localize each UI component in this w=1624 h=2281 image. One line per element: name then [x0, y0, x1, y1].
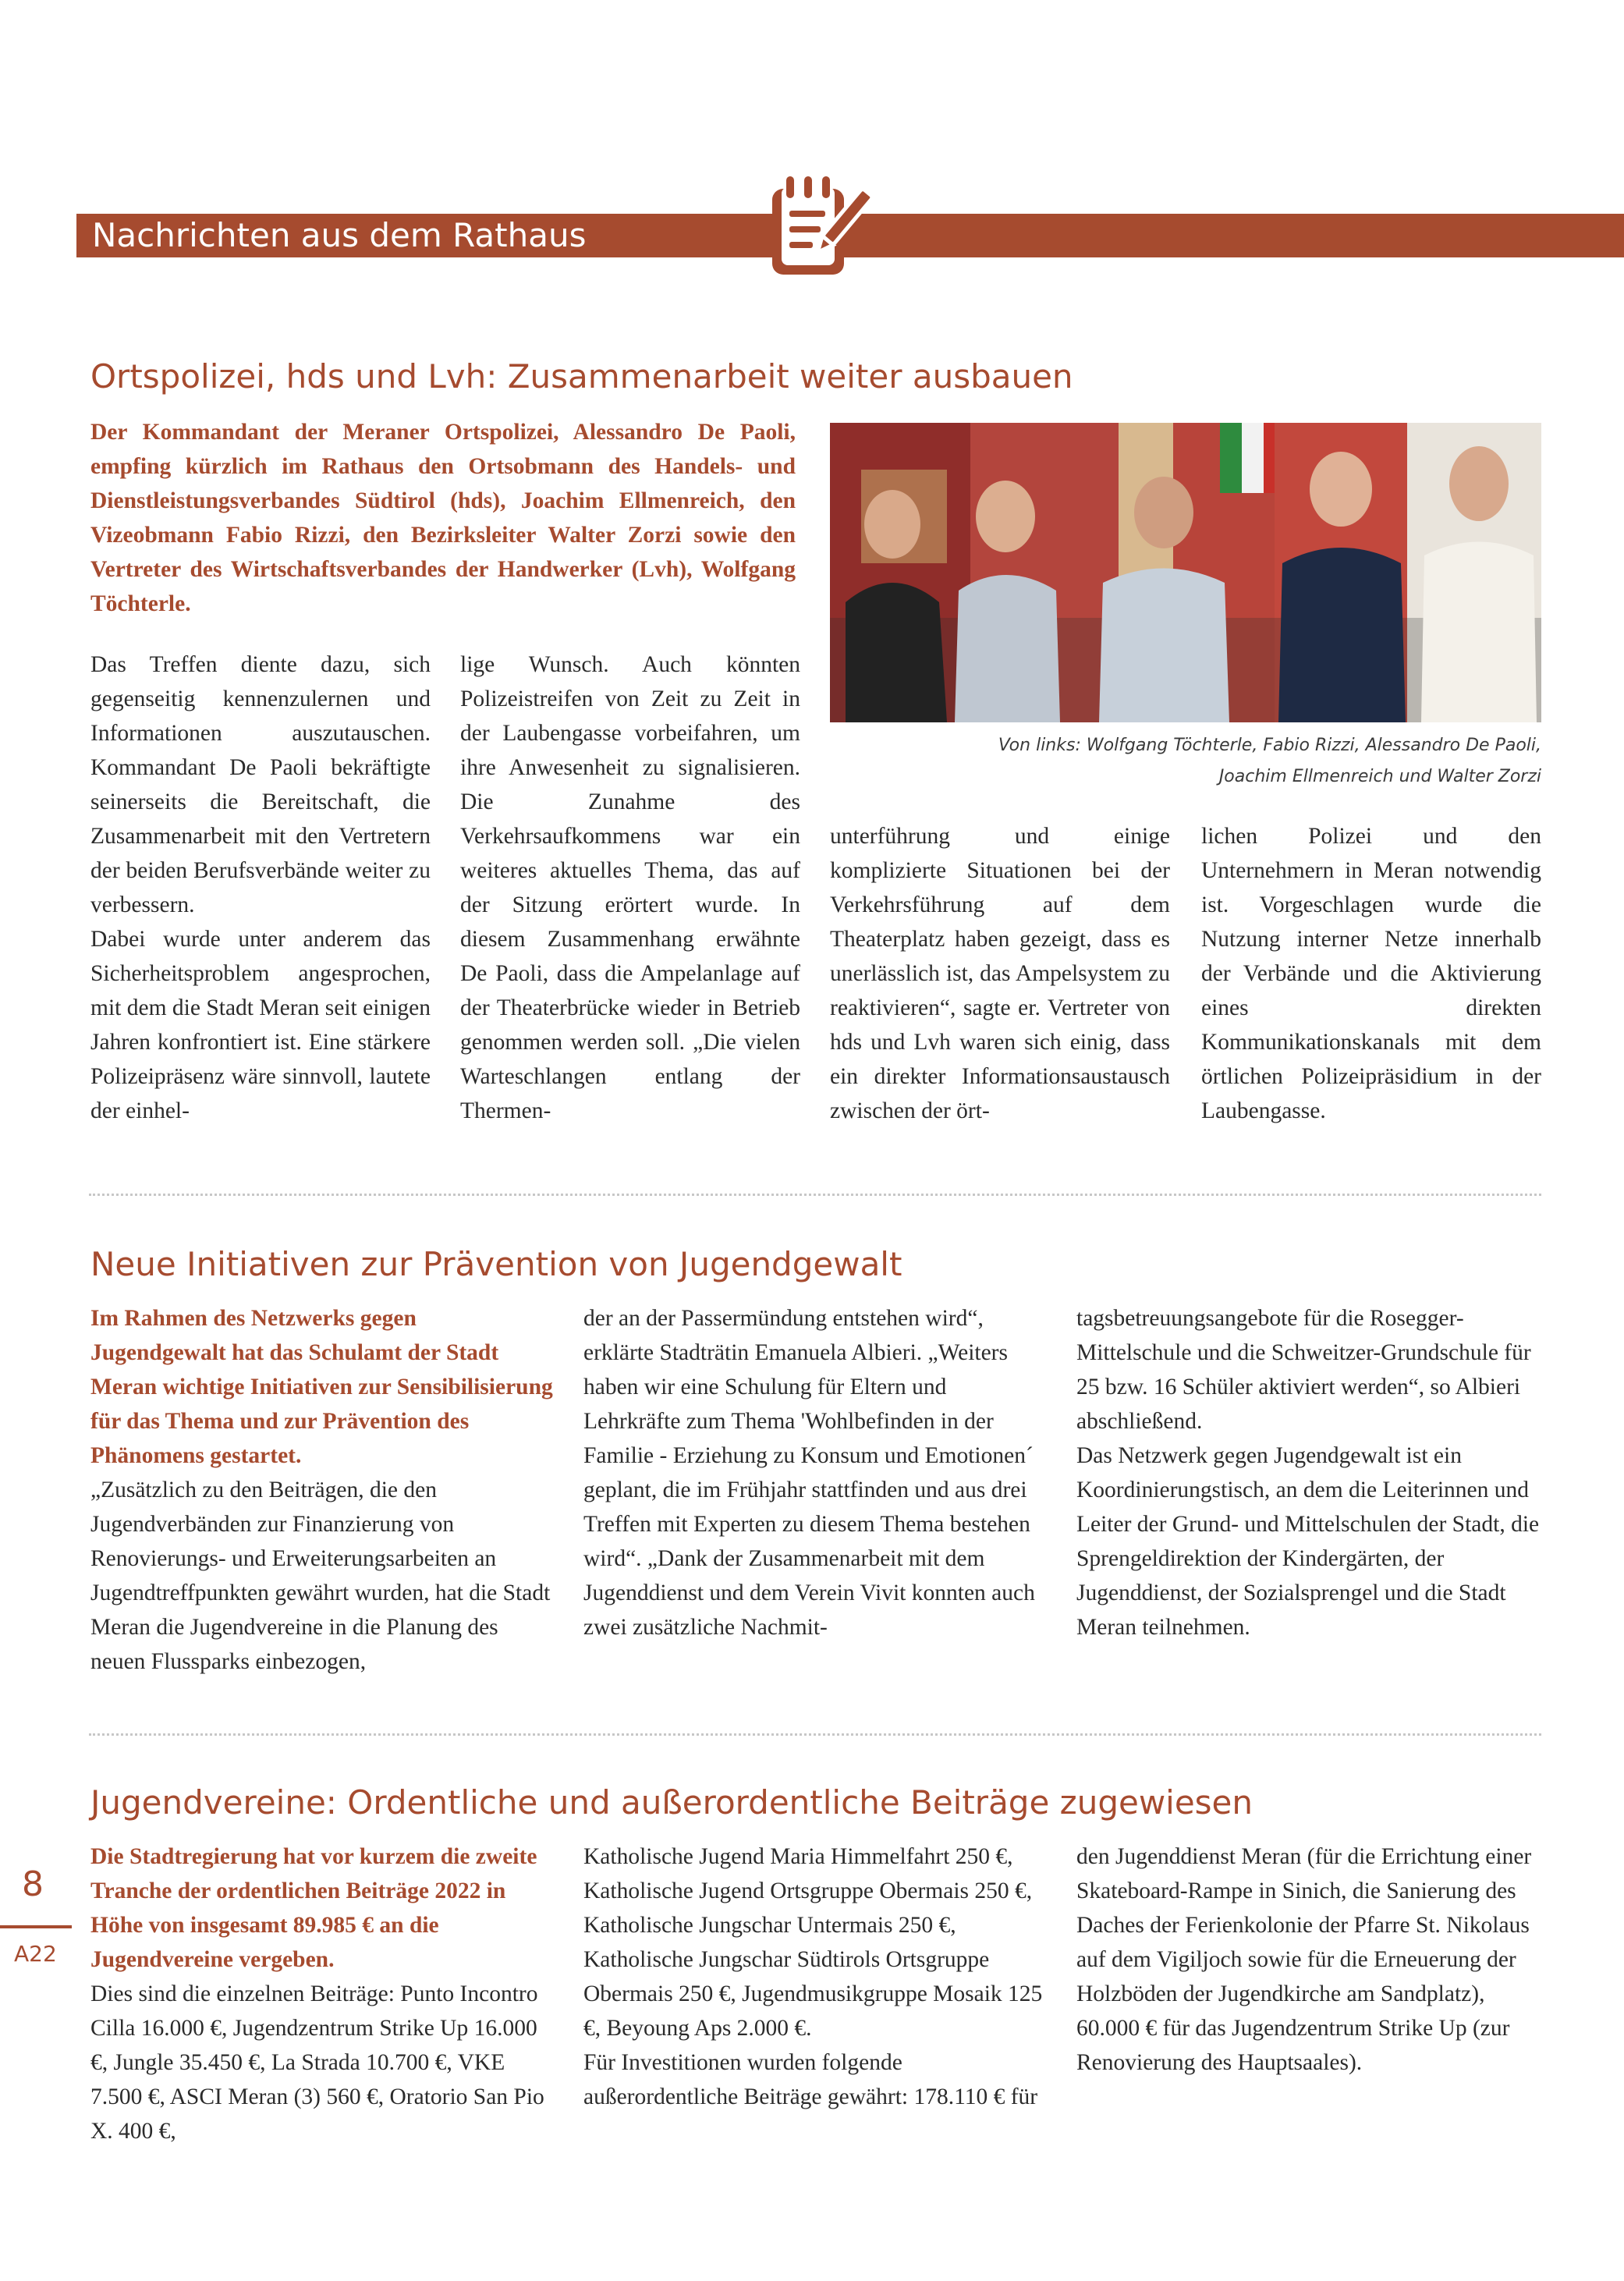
photo-caption: [830, 730, 1541, 793]
article-lead: Die Stadtregierung hat vor kurzem die zweite Tranche der ordentlichen Beiträge 2022 in Höhe von insgesamt 89.985 € an die Jugendvereine vergeben.: [90, 1844, 537, 1972]
section-separator: [89, 1194, 1541, 1196]
article-column: [1201, 819, 1541, 1128]
page-number: 8: [22, 1864, 44, 1904]
article-column: [830, 819, 1170, 1128]
section-separator: [89, 1733, 1541, 1736]
article-headline: Jugendvereine: Ordentliche und außerordentliche Beiträge zugewiesen: [90, 1783, 1253, 1822]
caption-line: Joachim Ellmenreich und Walter Zorzi: [1218, 767, 1541, 786]
paragraph: Dabei wurde unter anderem das Sicherheitsproblem angesprochen, mit dem die Stadt Meran seit einigen Jahren konfrontiert ist. Eine stärkere Polizeipräsenz wäre sinnvoll, lautete der einhel-: [90, 927, 431, 1123]
article-column: [583, 1301, 1044, 1644]
paragraph: der an der Passermündung entstehen wird“, erklärte Stadträtin Emanuela Albieri. „Weiters haben wir eine Schulung für Eltern und Lehrkräfte zum Thema 'Wohlbefinden in der Familie - Erziehung zu Konsum und Emotionen´ geplant, die im Frühjahr stattfinden und aus drei Treffen mit Experten zu diesem Thema bestehen wird“. „Dank der Zusammenarbeit mit dem Jugenddienst und dem Verein Vivit konnten auch zwei zusätzliche Nachmit-: [583, 1306, 1035, 1640]
photo-illustration: [830, 423, 1541, 722]
page-marker-bar: [0, 1925, 72, 1928]
group-photo: [830, 423, 1541, 722]
paragraph: „Zusätzlich zu den Beiträgen, die den Jugendverbänden zur Finanzierung von Renovierungs- und Erweiterungsarbeiten an Jugendtreffpunkten gewährt wurden, hat die Stadt Meran die Jugendvereine in die Planung des neuen Flussparks einbezogen,: [90, 1478, 551, 1674]
paragraph: Katholische Jugend Maria Himmelfahrt 250 €, Katholische Jugend Ortsgruppe Obermais 250 €, Katholische Jungschar Untermais 250 €, Katholische Jungschar Südtirols Ortsgruppe Obermais 250 €, Jugendmusikgruppe Mosaik 125 €, Beyoung Aps 2.000 €.: [583, 1844, 1043, 2041]
notepad-pencil-icon: [769, 165, 875, 279]
article-lead: Der Kommandant der Meraner Ortspolizei, Alessandro De Paoli, empfing kürzlich im Rathaus den Ortsobmann des Handels- und Dienstleistungsverbandes Südtirol (hds), Joachim Ellmenreich, den Vizeobmann Fabio Rizzi, den Bezirksleiter Walter Zorzi sowie den Vertreter des Wirtschaftsverbandes der Handwerker (Lvh), Wolfgang Töchterle.: [90, 420, 796, 616]
article-lead: Im Rahmen des Netzwerks gegen Jugendgewalt hat das Schulamt der Stadt Meran wichtige Initiativen zur Sensibilisierung für das Thema und zur Prävention des Phänomens gestartet.: [90, 1306, 553, 1468]
article-headline: Neue Initiativen zur Prävention von Jugendgewalt: [90, 1245, 902, 1283]
paragraph: lige Wunsch. Auch könnten Polizeistreifen von Zeit zu Zeit in der Laubengasse vorbeifahren, um ihre Anwesenheit zu signalisieren. Die Zunahme des Verkehrsaufkommens war ein weiteres aktuelles Thema, das auf der Sitzung erörtert wurde. In diesem Zusammenhang erwähnte De Paoli, dass die Ampelanlage auf der Theaterbrücke wieder in Betrieb genommen werden soll. „Die vielen Warteschlangen entlang der Thermen-: [460, 652, 800, 1123]
paragraph: tagsbetreuungsangebote für die Rosegger-Mittelschule und die Schweitzer-Grundschule für 25 bzw. 16 Schüler aktiviert werden“, so Albieri abschließend.: [1076, 1306, 1531, 1434]
caption-line: Von links: Wolfgang Töchterle, Fabio Rizzi, Alessandro De Paoli,: [998, 736, 1541, 755]
paragraph: lichen Polizei und den Unternehmern in Meran notwendig ist. Vorgeschlagen wurde die Nutzung interner Netze innerhalb der Verbände und die Aktivierung eines direkten Kommunikationskanals mit dem örtlichen Polizeipräsidium in der Laubengasse.: [1201, 824, 1541, 1123]
article-column: [90, 1301, 555, 1679]
article-column: [1076, 1301, 1541, 1644]
section-title: Nachrichten aus dem Rathaus: [92, 216, 587, 254]
article-headline: Ortspolizei, hds und Lvh: Zusammenarbeit weiter ausbauen: [90, 357, 1073, 396]
article-column: [90, 1839, 555, 2148]
article-column: [90, 647, 431, 1128]
paragraph: Das Netzwerk gegen Jugendgewalt ist ein Koordinierungstisch, an dem die Leiterinnen und Leiter der Grund- und Mittelschulen der Stadt, die Sprengeldirektion der Kindergärten, der Jugenddienst, der Sozialsprengel und die Stadt Meran teilnehmen.: [1076, 1443, 1540, 1640]
article-column: [1076, 1839, 1541, 2080]
page-code: A22: [14, 1941, 57, 1967]
paragraph: den Jugenddienst Meran (für die Errichtung einer Skateboard-Rampe in Sinich, die Sanierung des Daches der Ferienkolonie der Pfarre St. Nikolaus auf dem Vigiljoch sowie für die Erneuerung der Holzböden der Jugendkirche am Sandplatz), 60.000 € für das Jugendzentrum Strike Up (zur Renovierung des Hauptsaales).: [1076, 1844, 1532, 2075]
paragraph: Das Treffen diente dazu, sich gegenseitig kennenzulernen und Informationen auszutauschen. Kommandant De Paoli bekräftigte seinerseits die Bereitschaft, die Zusammenarbeit mit den Vertretern der beiden Berufsverbände weiter zu verbessern.: [90, 652, 431, 917]
article-column: [460, 647, 800, 1128]
paragraph: Dies sind die einzelnen Beiträge: Punto Incontro Cilla 16.000 €, Jugendzentrum Strike Up 16.000 €, Jungle 35.450 €, La Strada 10.700 €, VKE 7.500 €, ASCI Meran (3) 560 €, Oratorio San Pio X. 400 €,: [90, 1981, 544, 2144]
article-column: [583, 1839, 1044, 2114]
paragraph: Für Investitionen wurden folgende außerordentliche Beiträge gewährt: 178.110 € für: [583, 2050, 1038, 2109]
paragraph: unterführung und einige komplizierte Situationen bei der Verkehrsführung auf dem Theaterplatz haben gezeigt, dass es unerlässlich ist, das Ampelsystem zu reaktivieren“, sagte er. Vertreter von hds und Lvh waren sich einig, dass ein direkter Informationsaustausch zwischen der ört-: [830, 824, 1170, 1123]
